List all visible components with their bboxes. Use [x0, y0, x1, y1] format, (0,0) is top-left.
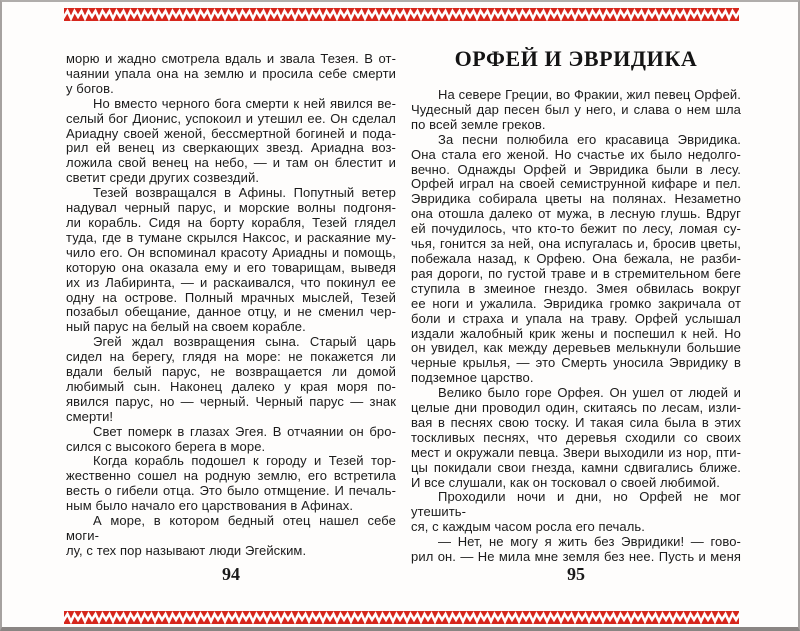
ornament-band-bottom — [64, 611, 739, 624]
text-line: ложила свой венец на небо, — и там он блестит и — [66, 155, 396, 171]
text-line: у богов. — [66, 80, 114, 96]
text-line: она отошла далеко от мужа, в лесную глушь. Вдруг — [411, 206, 741, 222]
right-page-text — [411, 88, 741, 565]
text-line: любимый сын. Наконец далеко у края моря по- — [66, 378, 396, 394]
page-number-right: 95 — [567, 564, 585, 584]
text-line: по всей земле греков. — [411, 116, 546, 132]
chapter-title: ОРФЕЙ И ЭВРИДИКА — [454, 46, 698, 71]
text-line: подземное царство. — [411, 370, 534, 386]
text-line: побежала назад, к Орфею. Она бежала, не разби- — [411, 250, 741, 266]
text-line: он увидел, как между деревьев мелькнули большие — [411, 340, 741, 356]
text-line: одну на острове. Полный мрачных мыслей, Тезей — [66, 289, 396, 305]
text-line: смерти! — [66, 408, 114, 424]
text-line: издали жалобный крик жены и поспешил к ней. Но — [411, 325, 741, 341]
left-page-text — [66, 52, 396, 559]
text-line: За песни полюбила его красавица Эвридика. — [438, 131, 741, 147]
text-line: Велико было горе Орфея. Он ушел от людей и — [438, 385, 741, 401]
page-number-left: 94 — [222, 564, 240, 584]
ornament-band-top — [64, 8, 739, 21]
ornament-pattern-fill — [64, 611, 739, 624]
text-line: морю и жадно смотрела вдаль и звала Тезея. В от- — [66, 51, 396, 66]
text-line: Эвридика собирала цветы на полянах. Незаметно — [411, 191, 741, 207]
text-line: Орфей играл на своей семиструнной кифаре и пел. — [411, 176, 741, 192]
text-line: чило его. Он вспоминал красоту Ариадны и помощь, — [66, 244, 396, 260]
text-line: позабыл обещание, данное отцу, и не сменил чер- — [66, 304, 396, 320]
text-line: светит среди других созвездий. — [66, 170, 260, 186]
text-line: мест и окружали певца. Звери выходили из нор, пти- — [411, 444, 741, 460]
text-line: сидел на берегу, глядя на море: не покажется ли — [66, 349, 396, 365]
text-line: вая в песнях свою тоску. И такая сила была в этих — [411, 414, 741, 430]
text-line: Когда корабль подошел к городу и Тезей тор- — [93, 453, 396, 469]
text-line: Но вместо черного бога смерти к ней явился ве- — [93, 95, 396, 111]
text-line: На севере Греции, во Фракии, жил певец Орфей. — [438, 87, 741, 102]
text-line: ным было начало его царствования в Афинах. — [66, 498, 354, 514]
text-line: — Нет, не могу я жить без Эвридики! — гово- — [438, 534, 741, 550]
text-line: Эгей ждал возвращения сына. Старый царь — [93, 334, 396, 350]
text-line: боли и страха и упала на траву. Орфей услышал — [411, 310, 741, 326]
text-line: ся, с каждым часом росла его печаль. — [411, 519, 646, 535]
text-line: ступила в змеиное гнездо. Змея обвилась вокруг — [411, 280, 741, 296]
text-line: ей почудилось, что кто-то бежит по лесу, ломая су- — [411, 221, 741, 237]
text-line: рил он. — Не мила мне земля без нее. Пусть и меня — [411, 549, 741, 565]
text-line: И все слушали, как он тосковал о своей любимой. — [411, 474, 720, 490]
text-line: целые дни проводил один, скитаясь по лесам, изли- — [411, 400, 741, 416]
text-line: тоскливых песнях, что деревья сходили со своих — [411, 429, 741, 445]
text-line: вдали белый парус, не возвращается ли домой — [66, 364, 396, 380]
text-line: Проходили ночи и дни, но Орфей не мог утешить- — [411, 489, 741, 520]
text-line: рил ей венец из сверкающих звезд. Ариадна воз- — [66, 140, 396, 156]
text-line: Свет померк в глазах Эгея. В отчаянии он бро- — [93, 423, 396, 439]
text-line: которую она оказала ему и его товарищам, выведя — [66, 259, 396, 275]
text-line: ее ноги и ужалила. Эвридика громко закричала от — [411, 295, 741, 311]
text-line: рая дороги, по густой траве и в стремительном беге — [411, 265, 741, 281]
text-line: цы покидали свои гнезда, камни сдвигались ближе. — [411, 459, 741, 475]
text-line: туда, где в тумане скрылся Наксос, и раскаяние му- — [66, 229, 396, 245]
text-line: сился с высокого берега в море. — [66, 438, 266, 454]
text-line: Чудесный дар песен был у него, и слава о нем шла — [411, 101, 741, 117]
text-line: весть о гибели отца. Это было отмщение. И печаль- — [66, 483, 396, 499]
text-line: вечно. Однажды Орфей и Эвридика были в лесу. — [411, 161, 741, 177]
text-line: лу, с тех пор называют люди Эгейским. — [66, 542, 307, 558]
text-line: Тезей возвращался в Афины. Попутный ветер — [93, 185, 396, 201]
text-line: явился парус, но — черный. Черный парус — знак — [66, 393, 396, 409]
text-line: черные крылья, — это Смерть уносила Эвридику в — [411, 355, 741, 371]
text-line: жественно сошел на родную землю, его встретила — [66, 468, 396, 484]
text-line: селый бог Дионис, успокоил и утешил ее. Он сделал — [66, 110, 396, 126]
text-line: Она стала его женой. Но счастье их было недолго- — [411, 146, 741, 162]
text-line: чья, гонится за ней, она испугалась и, бросив цветы, — [411, 236, 741, 252]
text-line: ный парус на белый на своем корабле. — [66, 319, 306, 335]
ornament-pattern-fill — [64, 8, 739, 21]
text-line: их из Лабиринта, — и раскаивался, что покинул ее — [66, 274, 396, 290]
text-line: Ариадну своей женой, бессмертной богиней и пода- — [66, 125, 396, 141]
text-line: А море, в котором бедный отец нашел себе моги- — [66, 513, 396, 543]
text-line: чаянии упала она на землю и просила себе смерти — [66, 65, 396, 81]
text-line: надувал черный парус, и морские волны подгоня- — [66, 200, 396, 216]
text-line: ли корабль. Сидя на борту корабля, Тезей глядел — [66, 214, 396, 230]
